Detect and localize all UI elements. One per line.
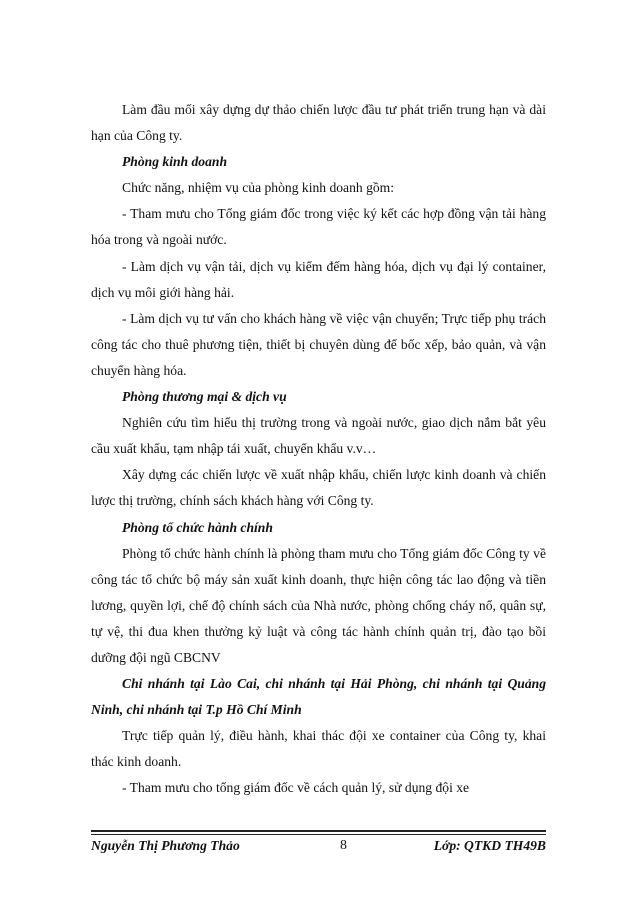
paragraph: - Tham mưu cho Tổng giám đốc trong việc ký kết các hợp đồng vận tải hàng hóa trong và ngoài nước. xyxy=(91,206,546,248)
paragraph: Phòng tổ chức hành chính là phòng tham mưu cho Tổng giám đốc Công ty về công tác tổ chức bộ máy sản xuất kinh doanh, thực hiện công tác lao động và tiền lương, quyền lợi, chế độ chính sách của Nhà nước, phòng chống cháy nổ, quân sự, tự vệ, thi đua khen thưởng kỷ luật và công tác hành chính quản trị, đào tạo bồi dưỡng đội ngũ CBCNV xyxy=(91,545,546,665)
footer-divider xyxy=(91,834,546,835)
section-heading: Phòng kinh doanh xyxy=(122,154,228,170)
paragraph: - Làm dịch vụ vận tải, dịch vụ kiểm đếm hàng hóa, dịch vụ đại lý container, dịch vụ môi giới hàng hải. xyxy=(91,258,546,300)
paragraph: Làm đầu mối xây dựng dự thảo chiến lược đầu tư phát triển trung hạn và dài hạn của Công ty. xyxy=(91,102,546,144)
paragraph: - Làm dịch vụ tư vấn cho khách hàng về việc vận chuyển; Trực tiếp phụ trách công tác cho thuê phương tiện, thiết bị chuyên dùng để bốc xếp, bảo quản, và vận chuyển hàng hóa. xyxy=(91,310,546,378)
section-heading: Phòng thương mại & dịch vụ xyxy=(122,389,287,405)
section-heading: Chi nhánh tại Lào Cai, chi nhánh tại Hải Phòng, chi nhánh tại Quảng Ninh, chi nhánh tại T.p Hồ Chí Minh xyxy=(91,676,546,718)
section-heading: Phòng tổ chức hành chính xyxy=(122,519,273,535)
page-footer xyxy=(91,838,546,858)
paragraph: Nghiên cứu tìm hiểu thị trường trong và ngoài nước, giao dịch nắm bắt yêu cầu xuất khẩu, tạm nhập tái xuất, chuyển khẩu v.v… xyxy=(91,415,546,457)
paragraph: Xây dựng các chiến lược về xuất nhập khẩu, chiến lược kinh doanh và chiến lược thị trường, chính sách khách hàng với Công ty. xyxy=(91,467,546,509)
page-number: 8 xyxy=(340,838,347,853)
paragraph: - Tham mưu cho tổng giám đốc về cách quản lý, sử dụng đội xe xyxy=(122,780,470,796)
paragraph: Chức năng, nhiệm vụ của phòng kinh doanh gồm: xyxy=(122,180,395,196)
paragraph: Trực tiếp quản lý, điều hành, khai thác đội xe container của Công ty, khai thác kinh doanh. xyxy=(91,728,546,770)
footer-divider xyxy=(91,830,546,832)
footer-author: Nguyễn Thị Phương Thảo xyxy=(91,838,240,853)
footer-class: Lớp: QTKD TH49B xyxy=(433,838,546,853)
document-body xyxy=(91,97,546,802)
